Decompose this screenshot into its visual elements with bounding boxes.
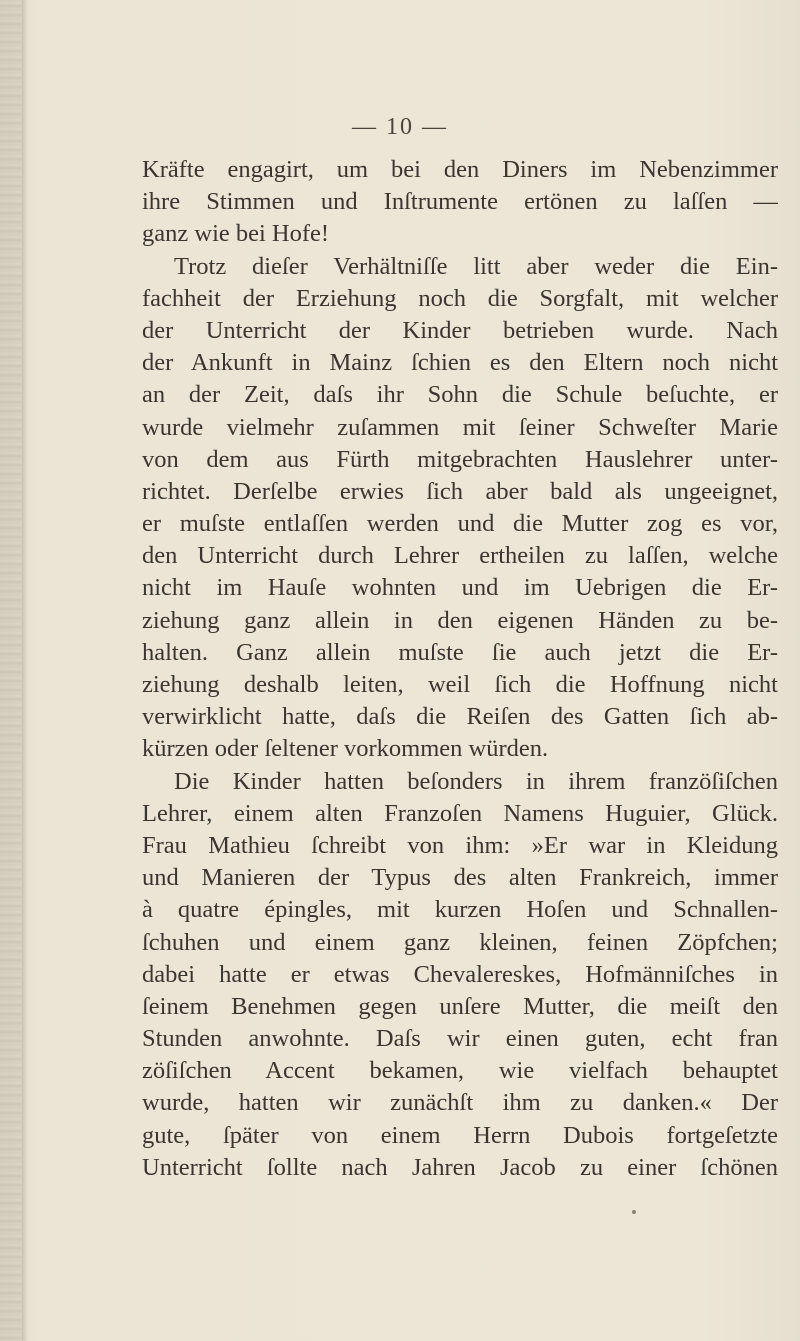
text-line: Frau Mathieu ſchreibt von ihm: »Er war in Kleidung bbox=[142, 831, 778, 859]
text-line: von dem aus Fürth mitgebrachten Hauslehrer unter- bbox=[142, 445, 778, 473]
text-line: à quatre épingles, mit kurzen Hoſen und Schnallen- bbox=[142, 896, 778, 924]
text-line: wurde, hatten wir zunächſt ihm zu danken.« Der bbox=[142, 1089, 778, 1117]
text-line: nicht im Hauſe wohnten und im Uebrigen die Er- bbox=[142, 574, 778, 602]
text-line: ganz wie bei Hofe! bbox=[142, 220, 330, 248]
text-line: ziehung ganz allein in den eigenen Händen zu be- bbox=[142, 606, 778, 634]
text-line: zöſiſchen Accent bekamen, wie vielfach behauptet bbox=[142, 1057, 778, 1085]
text-line: dabei hatte er etwas Chevalereskes, Hofmänniſches in bbox=[142, 960, 778, 988]
page-binding bbox=[0, 0, 22, 1341]
text-line: den Unterricht durch Lehrer ertheilen zu laſſen, welche bbox=[142, 542, 778, 570]
text-line: er muſste entlaſſen werden und die Mutter zog es vor, bbox=[142, 510, 778, 538]
text-line: Stunden anwohnte. Daſs wir einen guten, echt fran bbox=[142, 1025, 778, 1053]
body-text bbox=[142, 154, 778, 1184]
text-line: und Manieren der Typus des alten Frankreich, immer bbox=[142, 864, 778, 892]
text-line: ziehung deshalb leiten, weil ſich die Hoffnung nicht bbox=[142, 671, 778, 698]
text-line: Unterricht ſollte nach Jahren Jacob zu einer ſchönen bbox=[142, 1153, 778, 1181]
text-line: verwirklicht hatte, daſs die Reiſen des Gatten ſich ab- bbox=[142, 703, 778, 731]
text-line: der Ankunft in Mainz ſchien es den Eltern noch nicht bbox=[142, 349, 778, 377]
text-line: kürzen oder ſeltener vorkommen würden. bbox=[142, 735, 549, 763]
text-line: der Unterricht der Kinder betrieben wurde. Nach bbox=[142, 316, 778, 344]
text-line: wurde vielmehr zuſammen mit ſeiner Schweſter Marie bbox=[142, 413, 778, 441]
ink-speck bbox=[632, 1210, 636, 1214]
text-line: Kräfte engagirt, um bei den Diners im Nebenzimmer bbox=[142, 156, 778, 183]
text-line: ſchuhen und einem ganz kleinen, feinen Zöpfchen; bbox=[142, 928, 778, 956]
text-line: gute, ſpäter von einem Herrn Dubois fortgeſetzte bbox=[142, 1121, 778, 1149]
text-line: richtet. Derſelbe erwies ſich aber bald als ungeeignet, bbox=[142, 477, 778, 505]
page-number: — 10 — bbox=[352, 114, 448, 140]
text-line: Trotz dieſer Verhältniſſe litt aber weder die Ein- bbox=[174, 252, 778, 280]
text-line: Lehrer, einem alten Franzoſen Namens Huguier, Glück. bbox=[142, 799, 778, 827]
text-line: fachheit der Erziehung noch die Sorgfalt, mit welcher bbox=[142, 284, 778, 312]
text-line: an der Zeit, daſs ihr Sohn die Schule beſuchte, er bbox=[142, 381, 778, 409]
text-line: Die Kinder hatten beſonders in ihrem franzöſiſchen bbox=[174, 767, 778, 795]
text-line: ihre Stimmen und Inſtrumente ertönen zu laſſen — bbox=[142, 188, 778, 216]
text-line: ſeinem Benehmen gegen unſere Mutter, die meiſt den bbox=[142, 992, 778, 1020]
text-line: halten. Ganz allein muſste ſie auch jetzt die Er- bbox=[142, 638, 778, 666]
binding-shadow bbox=[22, 0, 28, 1341]
